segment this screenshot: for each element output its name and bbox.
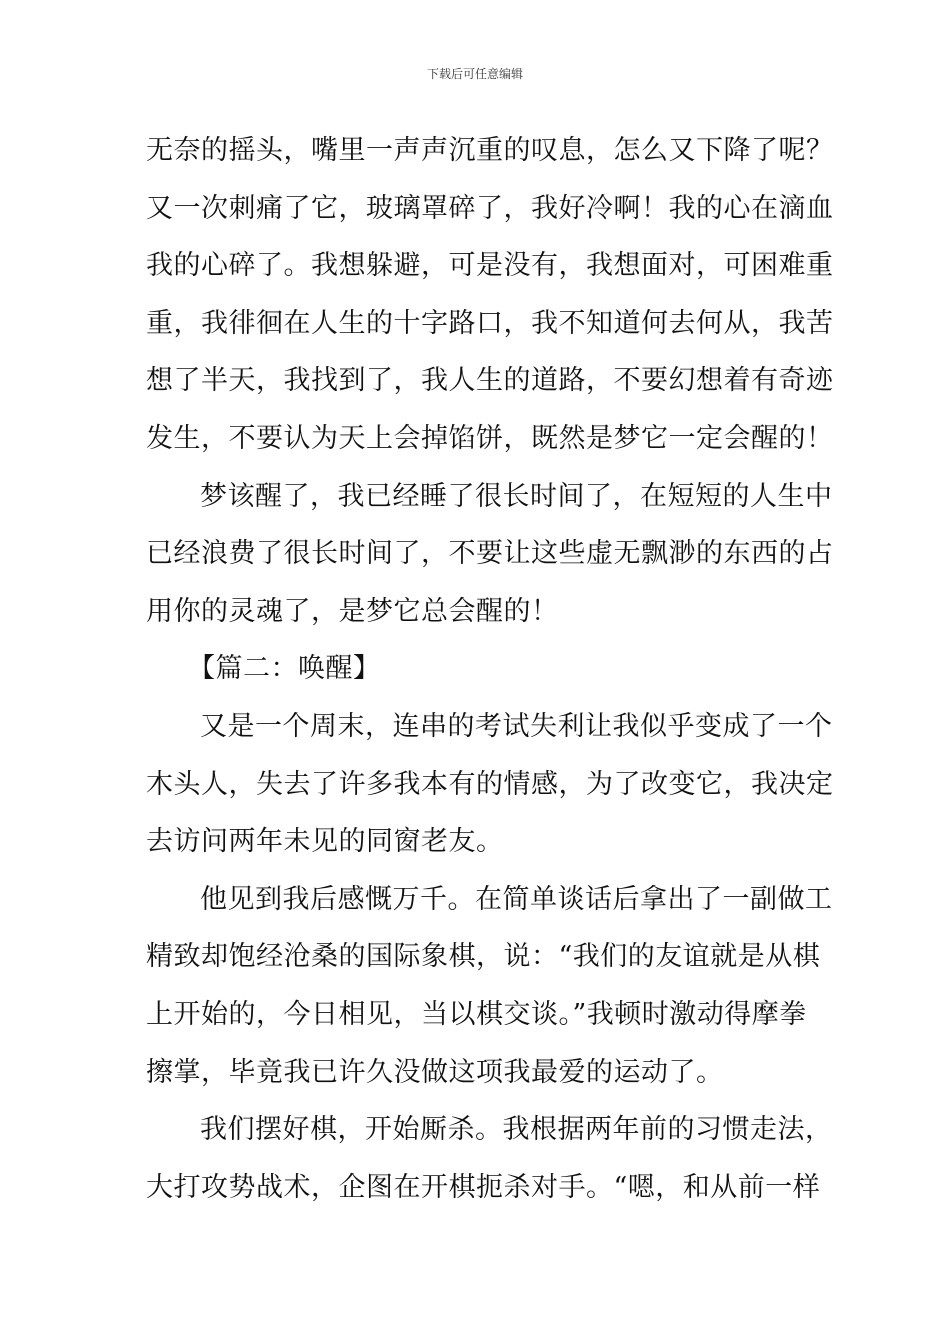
text-line: 无奈的摇头，嘴里一声声沉重的叹息，怎么又下降了呢？ (146, 135, 834, 166)
paragraph-start-line: 梦该醒了，我已经睡了很长时间了，在短短的人生中 (200, 480, 833, 512)
text-line: 上开始的，今日相见，当以棋交谈。”我顿时激动得摩拳 (146, 998, 807, 1030)
text-line: 大打攻势战术，企图在开棋扼杀对手。“嗯，和从前一样 (146, 1171, 821, 1203)
page-header: 下载后可任意编辑 (426, 67, 523, 81)
text-line: 重，我徘徊在人生的十字路口，我不知道何去何从，我苦 (146, 307, 834, 339)
section-heading: 【篇二：唤醒】 (188, 653, 381, 685)
text-line: 精致却饱经沧桑的国际象棋，说：“我们的友谊就是从棋 (146, 941, 821, 973)
text-line: 发生，不要认为天上会掉馅饼，既然是梦它一定会醒的！ (146, 422, 834, 454)
paragraph-start-line: 又是一个周末，连串的考试失利让我似乎变成了一个 (200, 710, 833, 742)
text-line: 木头人，失去了许多我本有的情感，为了改变它，我决定 (146, 768, 834, 800)
document-body (146, 122, 834, 1216)
text-line: 去访问两年未见的同窗老友。 (146, 826, 504, 858)
text-line: 用你的灵魂了，是梦它总会醒的！ (146, 595, 559, 627)
paragraph-start-line: 他见到我后感慨万千。在简单谈话后拿出了一副做工 (200, 883, 833, 915)
text-line: 已经浪费了很长时间了，不要让这些虚无飘渺的东西的占 (146, 538, 834, 570)
text-line: 擦掌，毕竟我已许久没做这项我最爱的运动了。 (146, 1056, 724, 1088)
text-line: 又一次刺痛了它，玻璃罩碎了，我好冷啊！我的心在滴血 (146, 192, 834, 224)
text-line: 我的心碎了。我想躲避，可是没有，我想面对，可困难重 (146, 250, 834, 282)
text-line: 想了半天，我找到了，我人生的道路，不要幻想着有奇迹 (146, 365, 834, 397)
paragraph-start-line: 我们摆好棋，开始厮杀。我根据两年前的习惯走法， (200, 1114, 833, 1146)
